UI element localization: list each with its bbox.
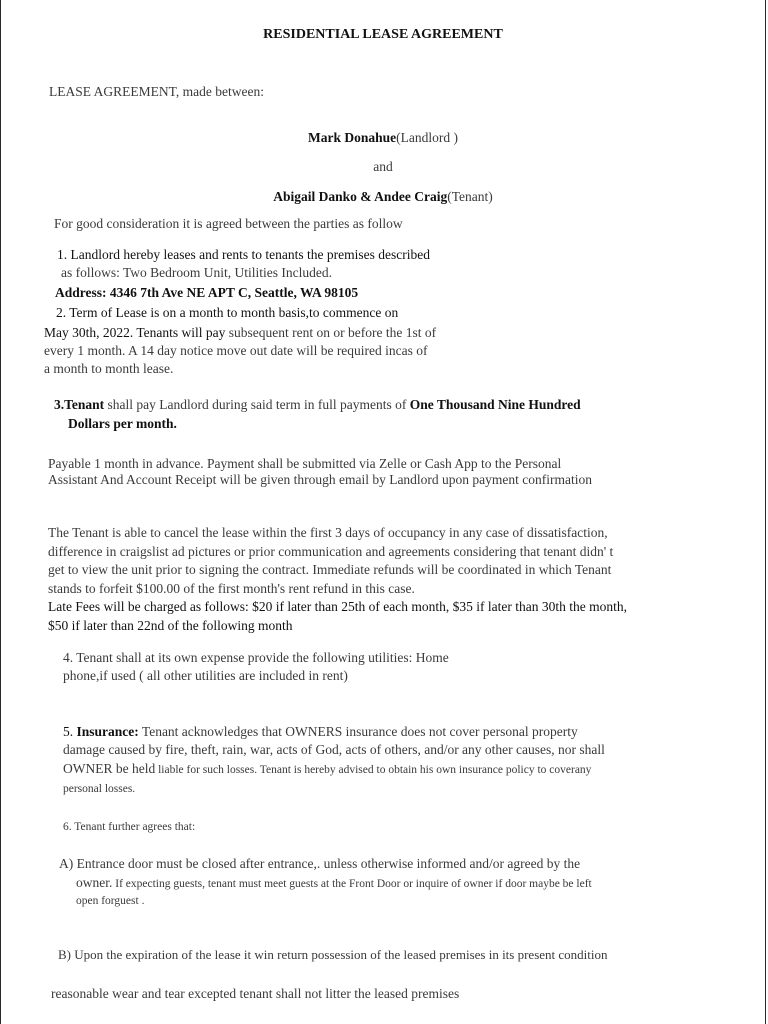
clause3-amount: One Thousand Nine Hundred [409, 397, 581, 412]
clause6-a-line2 [76, 874, 592, 893]
clause6-b-line1: B) Upon the expiration of the lease it win return possession of the leased premises in its present condition [58, 947, 608, 962]
document-title: RESIDENTIAL LEASE AGREEMENT [263, 27, 503, 42]
clause6-a-line3: open forguest . [76, 895, 145, 907]
landlord-role: (Landlord ) [396, 130, 458, 145]
clause3-text: shall pay Landlord during said term in full payments of [104, 397, 410, 412]
clause2-line2b: subsequent rent on or before the 1st of [225, 325, 437, 340]
tenant-role: (Tenant) [447, 189, 493, 204]
clause6-a-line1: A) Entrance door must be closed after entrance,. unless otherwise informed and/or agreed by the [59, 856, 581, 871]
clause4-line2: phone,if used ( all other utilities are included in rent) [63, 668, 348, 683]
cancel-line2: difference in craigslist ad pictures or prior communication and agreements considering that tenant didn' t [48, 544, 614, 559]
clause3-num: 3. [54, 397, 65, 412]
clause2-line3: every 1 month. A 14 day notice move out date will be required incas of [44, 343, 428, 358]
clause2-line1: 2. Term of Lease is on a month to month basis,to commence on [56, 305, 399, 320]
clause3-line1 [54, 396, 581, 414]
consideration-text: For good consideration it is agreed between the parties as follow [54, 216, 403, 231]
clause2-line2a: May 30th, 2022. Tenants will pay [44, 325, 226, 340]
clause2-line4: a month to month lease. [44, 361, 174, 376]
clause3-label: Tenant [64, 397, 105, 412]
clause6-a-line2a: owner. [76, 875, 113, 890]
intro-text: LEASE AGREEMENT, made between: [49, 84, 264, 99]
tenant-names: Abigail Danko & Andee Craig [273, 189, 448, 204]
payable-line2: Assistant And Account Receipt will be given through email by Landlord upon payment confirmation [48, 472, 593, 487]
clause6-a-line2b: If expecting guests, tenant must meet guests at the Front Door or inquire of owner if door maybe be left [112, 878, 592, 890]
payable-line1: Payable 1 month in advance. Payment shall be submitted via Zelle or Cash App to the Personal [48, 456, 562, 471]
cancel-line3: get to view the unit prior to signing the contract. Immediate refunds will be coordinated in which Tenant [48, 562, 612, 577]
clause5-num: 5. [63, 724, 74, 739]
clause5-text1: Tenant acknowledges that OWNERS insurance does not cover personal property [138, 724, 578, 739]
clause1-line1: 1. Landlord hereby leases and rents to tenants the premises described [57, 247, 431, 262]
clause4-line1: 4. Tenant shall at its own expense provide the following utilities: Home [63, 650, 449, 665]
clause5-line2: damage caused by fire, theft, rain, war, acts of God, acts of others, and/or any other causes, nor shall [63, 742, 605, 757]
clause5-line1 [63, 723, 578, 741]
landlord-name: Mark Donahue [308, 130, 397, 145]
clause5-line3a: OWNER be held [63, 761, 156, 776]
landlord-line [1, 129, 765, 147]
clause1-line2: as follows: Two Bedroom Unit, Utilities Included. [61, 265, 333, 280]
clause5-line3 [63, 760, 591, 779]
clause2-line2 [44, 324, 436, 342]
clause5-line4: personal losses. [63, 783, 136, 795]
tenant-line [1, 188, 765, 206]
clause3-amount-line2: Dollars per month. [68, 416, 177, 431]
clause5-label: Insurance: [76, 724, 139, 739]
clause6-b-line2: reasonable wear and tear excepted tenant shall not litter the leased premises [51, 986, 460, 1001]
cancel-line4: stands to forfeit $100.00 of the first month's rent refund in this case. [48, 581, 415, 596]
cancel-line1: The Tenant is able to cancel the lease within the first 3 days of occupancy in any case of dissatisfaction, [48, 525, 608, 540]
late-fees-line1: Late Fees will be charged as follows: $20 if later than 25th of each month, $35 if later than 30th the month, [48, 599, 627, 614]
late-fees-line2: $50 if later than 22nd of the following month [48, 618, 293, 633]
clause5-line3b: liable for such losses. Tenant is hereby advised to obtain his own insurance policy to coverany [155, 764, 592, 776]
and-text: and [373, 159, 393, 174]
clause6-intro: 6. Tenant further agrees that: [63, 821, 196, 833]
clause1-address: Address: 4346 7th Ave NE APT C, Seattle, WA 98105 [55, 285, 359, 300]
